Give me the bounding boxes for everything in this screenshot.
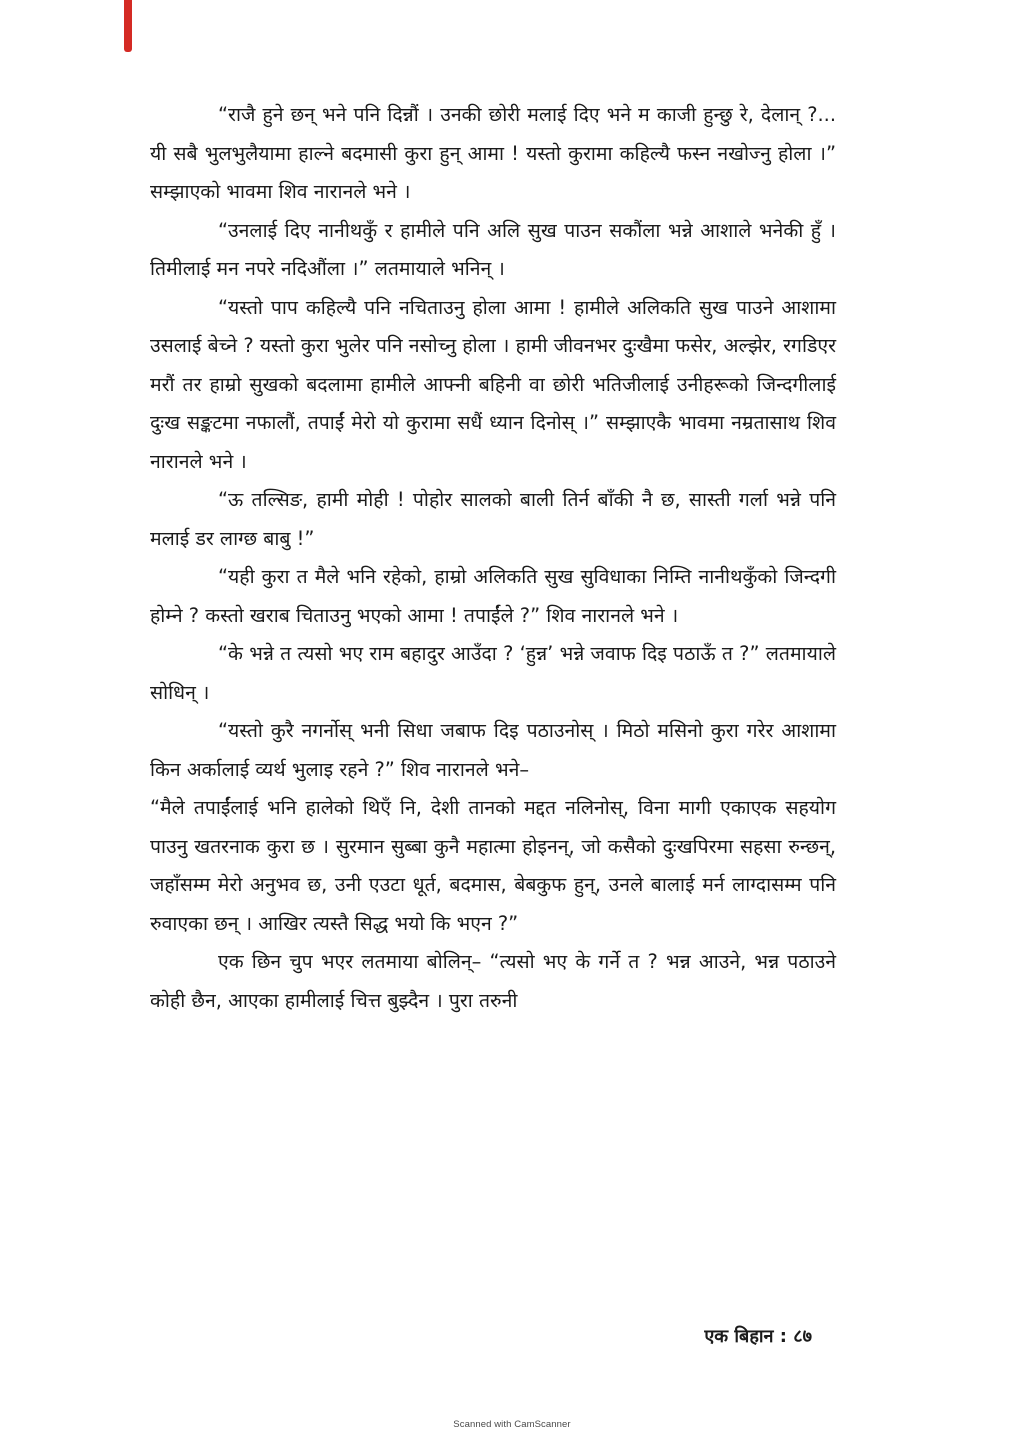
paragraph: “के भन्ने त त्यसो भए राम बहादुर आउँदा ? ‘हुन्न’ भन्ने जवाफ दिइ पठाऊँ त ?” लतमायाले सोधिन् । xyxy=(150,642,836,704)
scanner-watermark: Scanned with CamScanner xyxy=(453,1419,571,1430)
paragraph: “यस्तो पाप कहिल्यै पनि नचिताउनु होला आमा ! हामीले अलिकति सुख पाउने आशामा उसलाई बेच्ने ? यस्तो कुरा भुलेर पनि नसोच्नु होला । हामी जीवनभर दुःखैमा फसेर, अल्झेर, रगडिएर मरौं तर हाम्रो सुखको बदलामा हामीले आफ्नी बहिनी वा छोरी भतिजीलाई उनीहरूको जिन्दगीलाई दुःख सङ्कटमा नफालौं, तपाईं मेरो यो कुरामा सधैं ध्यान दिनोस् ।” सम्झाएकै भावमा नम्रतासाथ शिव नारानले भने । xyxy=(150,295,836,473)
page-body-text xyxy=(150,96,836,1020)
paragraph: एक छिन चुप भएर लतमाया बोलिन्– “त्यसो भए के गर्ने त ? भन्न आउने, भन्न पठाउने कोही छैन, आएका हामीलाई चित्त बुझ्दैन । पुरा तरुनी xyxy=(150,950,836,1012)
paragraph: “यही कुरा त मैले भनि रहेको, हाम्रो अलिकति सुख सुविधाका निम्ति नानीथकुँको जिन्दगी होम्ने ? कस्तो खराब चिताउनु भएको आमा ! तपाईंले ?” शिव नारानले भने । xyxy=(150,565,836,627)
page-footer-title-number: एक बिहान : ८७ xyxy=(704,1326,812,1347)
page-edge-mark xyxy=(124,0,132,52)
paragraph: “यस्तो कुरै नगर्नोस् भनी सिधा जबाफ दिइ पठाउनोस् । मिठो मसिनो कुरा गरेर आशामा किन अर्कालाई व्यर्थ भुलाइ रहने ?” शिव नारानले भने– xyxy=(150,719,836,781)
book-page xyxy=(150,96,836,1386)
paragraph: “उनलाई दिए नानीथकुँ र हामीले पनि अलि सुख पाउन सकौंला भन्ने आशाले भनेकी हुँ । तिमीलाई मन नपरे नदिऔंला ।” लतमायाले भनिन् । xyxy=(150,218,836,280)
paragraph: “मैले तपाईंलाई भनि हालेको थिएँ नि, देशी तानको मद्दत नलिनोस्, विना मागी एकाएक सहयोग पाउनु खतरनाक कुरा छ । सुरमान सुब्बा कुनै महात्मा होइनन्, जो कसैको दुःखपिरमा सहसा रुन्छन्, जहाँसम्म मेरो अनुभव छ, उनी एउटा धूर्त, बदमास, बेबकुफ हुन्, उनले बालाई मर्न लाग्दासम्म पनि रुवाएका छन् । आखिर त्यस्तै सिद्ध भयो कि भएन ?” xyxy=(150,796,836,935)
paragraph: “ऊ तल्सिङ, हामी मोही ! पोहोर सालको बाली तिर्न बाँकी नै छ, सास्ती गर्ला भन्ने पनि मलाई डर लाग्छ बाबु !” xyxy=(150,488,836,550)
paragraph: “राजै हुने छन् भने पनि दिन्नौं । उनकी छोरी मलाई दिए भने म काजी हुन्छु रे, देलान् ?... यी सबै भुलभुलैयामा हाल्ने बदमासी कुरा हुन् आमा ! यस्तो कुरामा कहिल्यै फस्न नखोज्नु होला ।” सम्झाएको भावमा शिव नारानले भने । xyxy=(150,103,836,203)
